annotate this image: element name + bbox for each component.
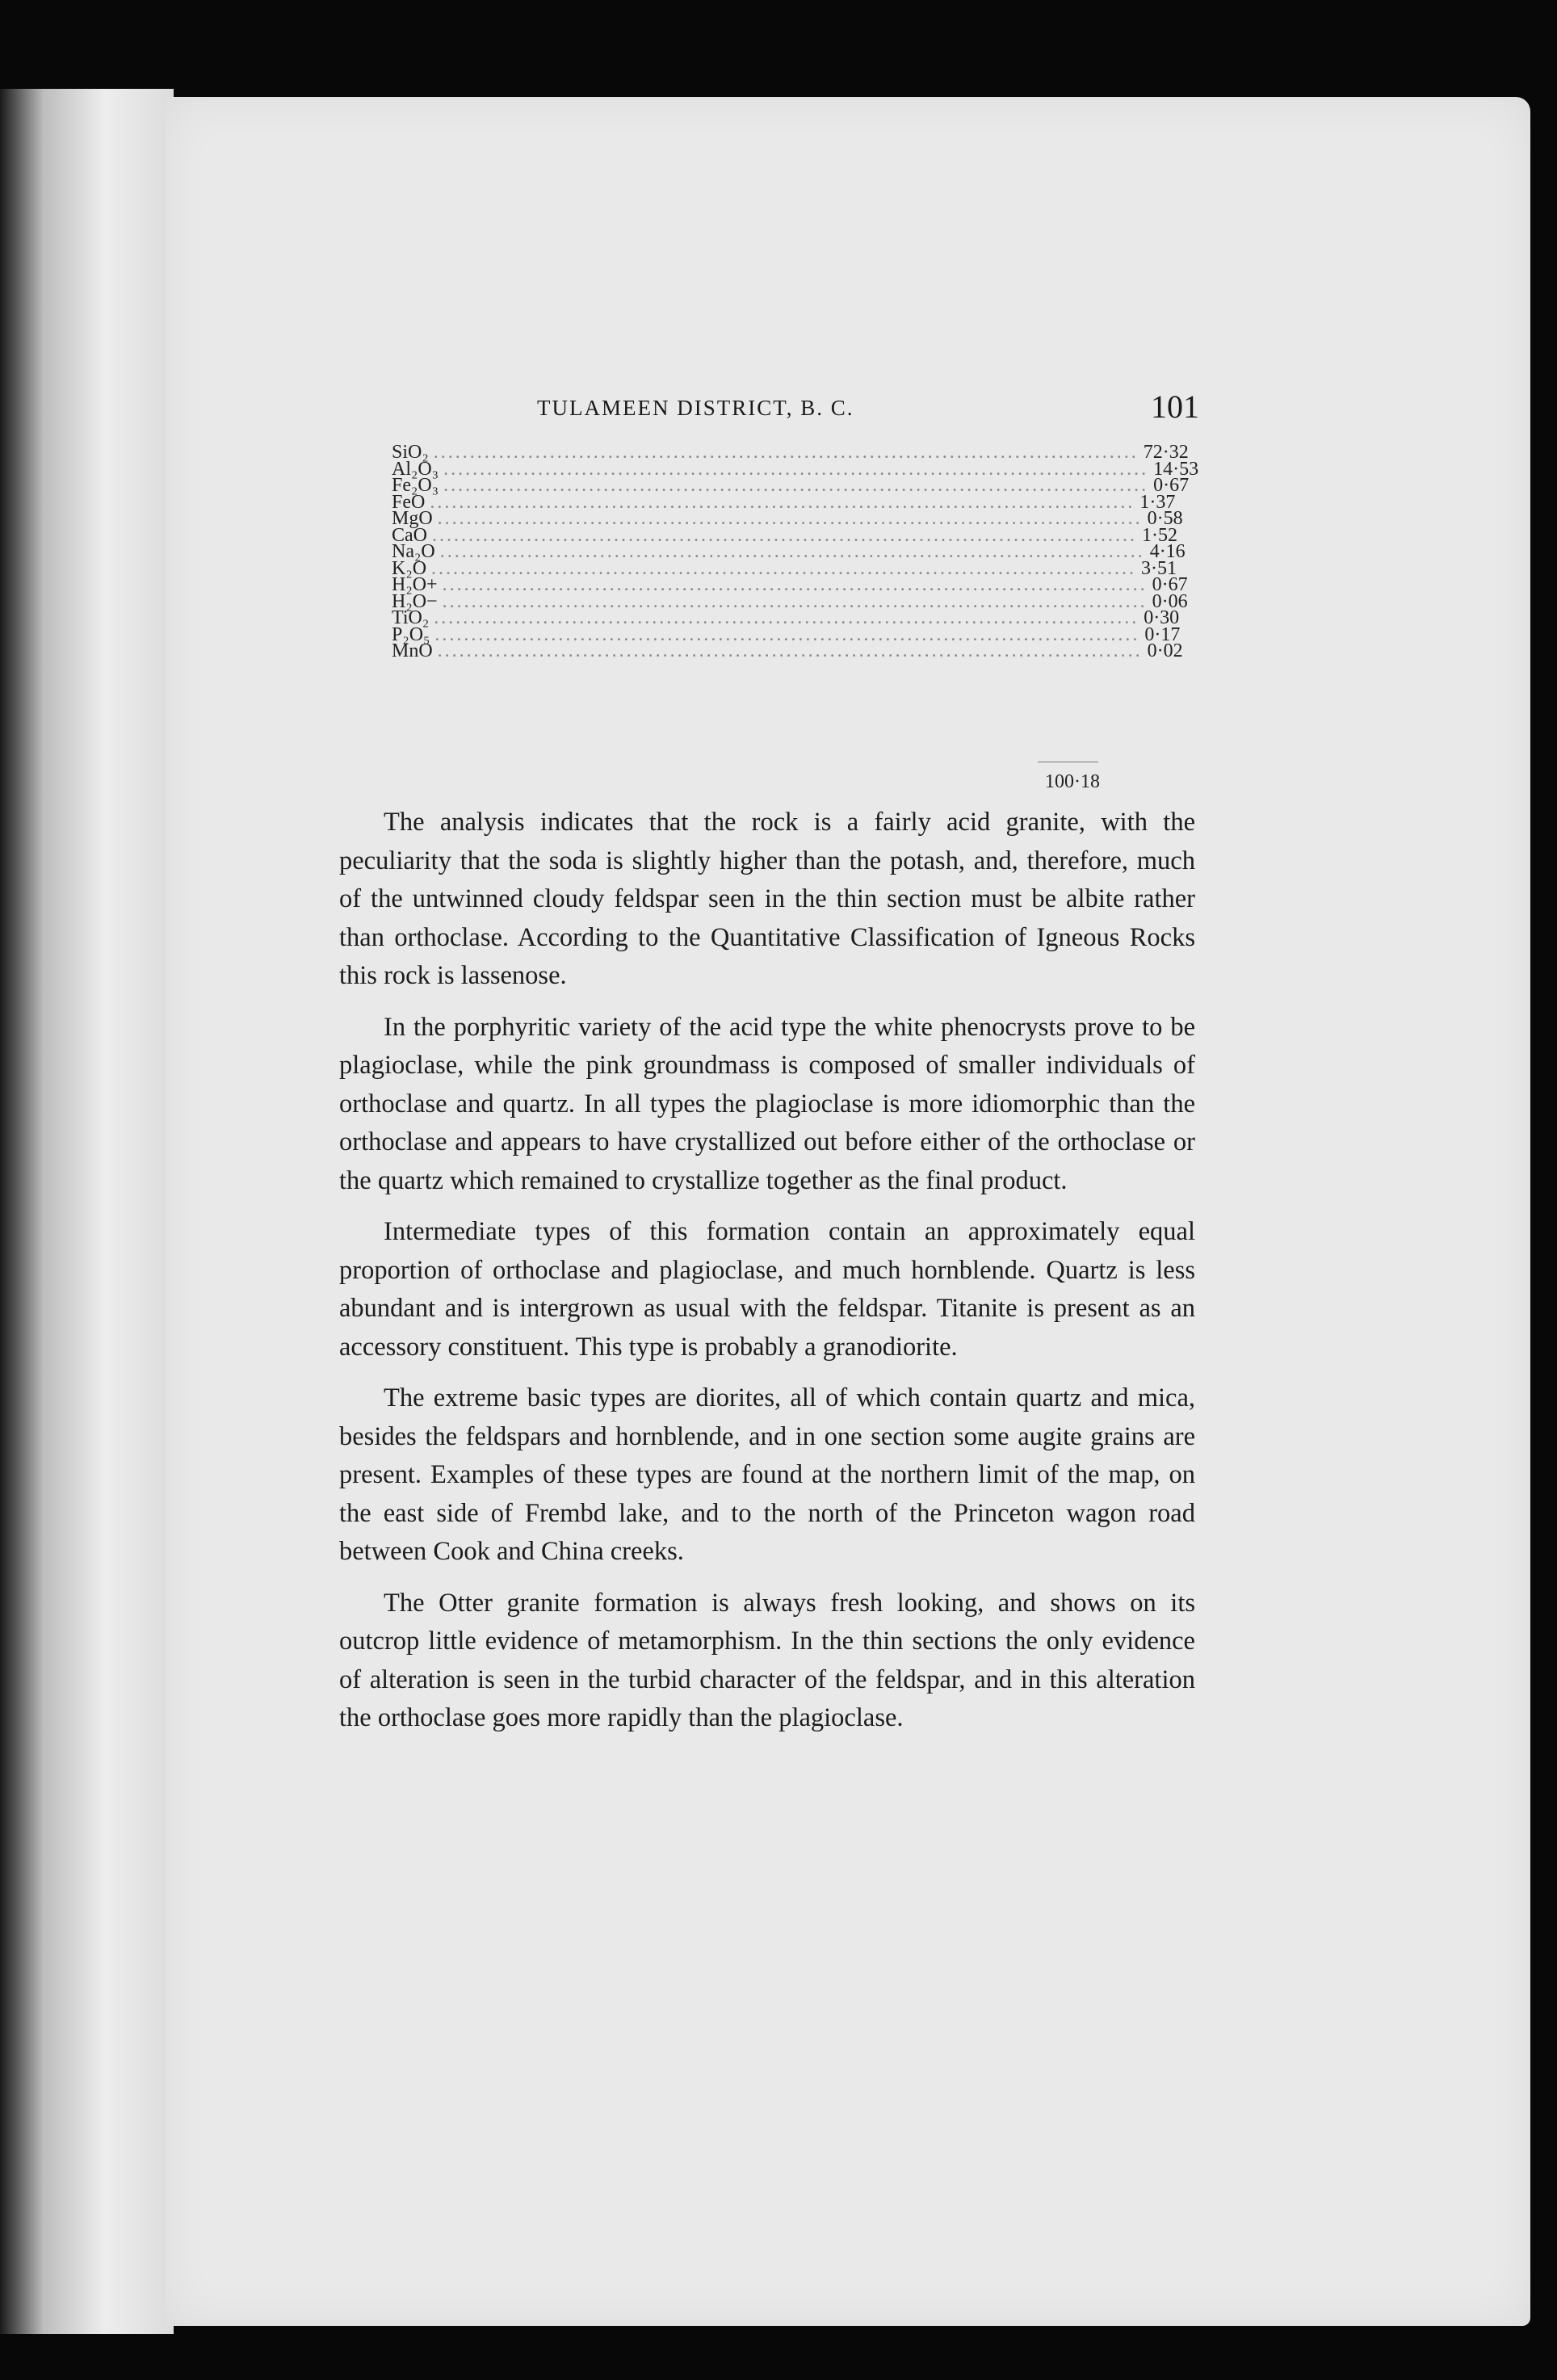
leader-dots: ................................................................................................. [434,623,1140,645]
leader-dots: ................................................................................................. [431,557,1137,579]
leader-dots: ................................................................................................. [439,541,1145,562]
leader-dots: ................................................................................................. [443,458,1149,480]
chemical-analysis-table [392,442,1199,661]
leader-dots: ................................................................................................. [432,524,1137,546]
leader-dots: ................................................................................................. [437,640,1143,661]
running-header: TULAMEEN DISTRICT, B. C. [537,396,854,420]
oxide-label: Fe₂O₃ [392,475,439,496]
paragraph: Intermediate types of this formation contain an approximately equal proportion of orthoclase and plagioclase, and much hornblende. Quartz is less abundant and is intergrown as usual with the feldspar. Titanite is present as an accessory constituent. This type is probably a granodiorite. [339,1217,1195,1362]
oxide-label: K₂O [392,557,427,579]
paragraph: The Otter granite formation is always fresh looking, and shows on its outcrop little evidence of metamorphism. In the thin sections the only evidence of alteration is seen in the turbid character of the feldspar, and in this alteration the orthoclase goes more rapidly than the plagioclase. [339,1588,1195,1732]
book-spine-edge [0,89,174,2334]
oxide-value: 72·32 [1143,442,1189,463]
oxide-label: FeO [392,491,426,513]
analysis-row [392,640,1183,661]
oxide-value: 0·06 [1152,590,1188,612]
oxide-value: 0·30 [1144,607,1180,628]
oxide-label: MgO [392,508,433,529]
oxide-label: SiO₂ [392,442,429,463]
leader-dots: ................................................................................................. [434,607,1139,628]
oxide-value: 1·52 [1142,524,1177,546]
oxide-label: Al₂O₃ [392,458,439,480]
page-number: 101 [1151,388,1199,425]
oxide-label: H₂O− [392,590,438,612]
oxide-label: H₂O+ [392,574,438,595]
oxide-value: 0·58 [1147,508,1183,529]
oxide-value: 4·16 [1149,541,1186,562]
analysis-total: 100·18 [1045,771,1100,792]
oxide-value: 3·51 [1141,557,1177,579]
oxide-label: MnO [392,640,433,661]
oxide-value: 0·17 [1144,623,1181,645]
oxide-label: Na₂O [392,541,435,562]
oxide-value: 14·53 [1153,458,1199,480]
oxide-value: 0·67 [1153,475,1190,496]
oxide-value: 1·37 [1139,491,1176,513]
leader-dots: ................................................................................................. [437,508,1143,529]
leader-dots: ................................................................................................. [433,442,1139,463]
leader-dots: ................................................................................................. [442,574,1148,595]
paragraph: The extreme basic types are diorites, all of which contain quartz and mica, besides the feldspars and hornblende, and in one section some augite grains are present. Examples of these types are found at the northern limit of the map, on the east side of Frembd lake, and to the north of the Princeton wagon road between Cook and China creeks. [339,1383,1195,1566]
oxide-label: CaO [392,524,427,546]
paragraph: In the porphyritic variety of the acid type the white phenocrysts prove to be plagioclase, while the pink groundmass is composed of smaller individuals of orthoclase and quartz. In all types the plagioclase is more idiomorphic than the orthoclase and appears to have crystallized out before either of the orthoclase or the quartz which remained to crystallize together as the final product. [339,1012,1195,1195]
leader-dots: ................................................................................................. [430,491,1135,513]
oxide-label: TiO₂ [392,607,430,628]
body-text [339,804,1195,1751]
paragraph: The analysis indicates that the rock is a fairly acid granite, with the peculiarity that the soda is slightly higher than the potash, and, therefore, much of the untwinned cloudy feldspar seen in the thin section must be albite rather than orthoclase. According to the Quantitative Classification of Igneous Rocks this rock is lassenose. [339,808,1195,990]
oxide-label: P₂O₅ [392,623,430,645]
leader-dots: ................................................................................................. [443,475,1149,496]
oxide-value: 0·67 [1152,574,1188,595]
oxide-value: 0·02 [1147,640,1183,661]
leader-dots: ................................................................................................. [442,590,1148,612]
